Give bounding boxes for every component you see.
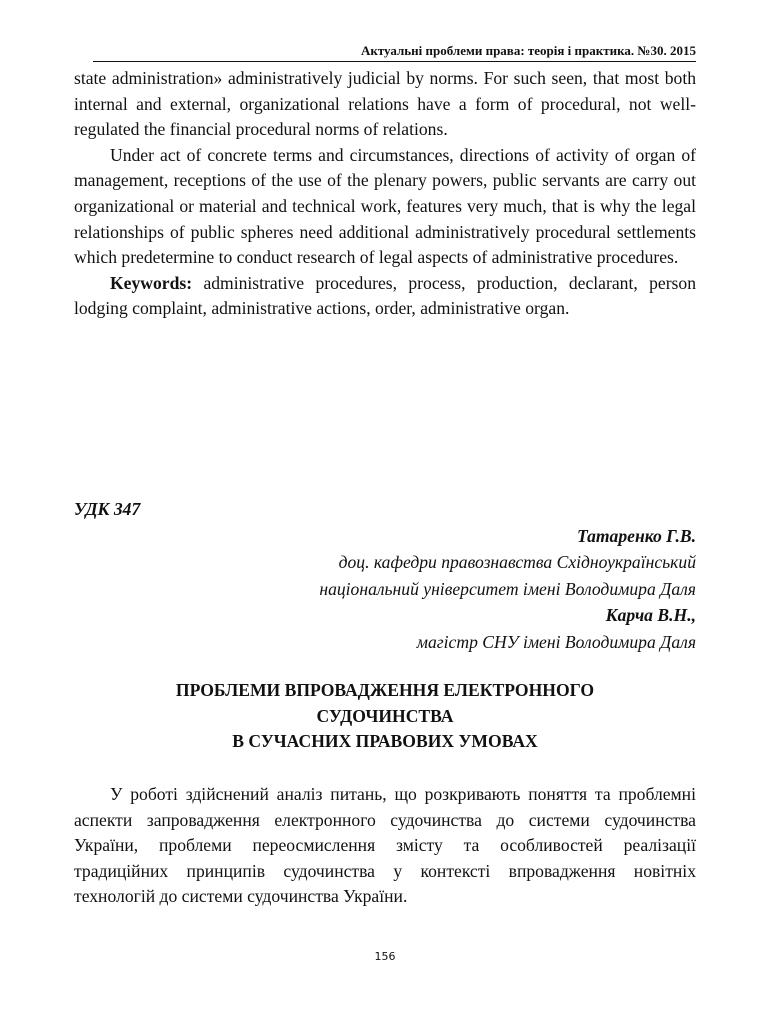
page-number: 156 (374, 950, 396, 963)
author-name: Татаренко Г.В. (576, 526, 696, 546)
article-title (74, 678, 696, 755)
title-line: СУДОЧИНСТВА (316, 705, 454, 726)
keywords-label: Keywords: (110, 272, 193, 293)
keywords-paragraph (74, 271, 696, 322)
abstract-paragraph: state administration» administratively judicial by norms. For such seen, that most both internal and external, organizational relations have a form of procedural, not well-regulated the financial procedural norms of relations. (74, 68, 696, 140)
udc-code: УДК 347 (74, 499, 141, 519)
author-affiliation: магістр СНУ імені Володимира Даля (416, 631, 696, 652)
abstract-paragraph: Under act of concrete terms and circumstances, directions of activity of organ of management, receptions of the use of the plenary powers, public servants are carry out organizational or material and technical work, features very much, that is why the legal relationships of public spheres need additional administratively procedural settlements which predetermine to conduct research of legal aspects of administrative procedures. (74, 144, 696, 268)
author-name: Карча В.Н., (605, 605, 696, 626)
author-affiliation: доц. кафедри правознавства Східноукраїнський (338, 552, 696, 573)
article-abstract: У роботі здійснений аналіз питань, що розкривають поняття та проблемні аспекти запровадження електронного судочинства до системи судочинства України, проблеми переосмислення змісту та особливостей реалізації традиційних принципів судочинства у контексті впровадження новітніх технологій до системи судочинства України. (74, 784, 696, 907)
author-affiliation: національний університет імені Володимира Даля (319, 578, 696, 599)
keywords-text: administrative procedures, process, production, declarant, person lodging complaint, administrative actions, order, administrative organ. (74, 272, 696, 319)
title-line: В СУЧАСНИХ ПРАВОВИХ УМОВАХ (232, 731, 538, 752)
running-header: Актуальні проблеми права: теорія і практика. №30. 2015 (93, 43, 696, 62)
author-block (74, 523, 696, 655)
title-line: ПРОБЛЕМИ ВПРОВАДЖЕННЯ ЕЛЕКТРОННОГО (175, 680, 595, 700)
previous-article-abstract (74, 66, 696, 322)
